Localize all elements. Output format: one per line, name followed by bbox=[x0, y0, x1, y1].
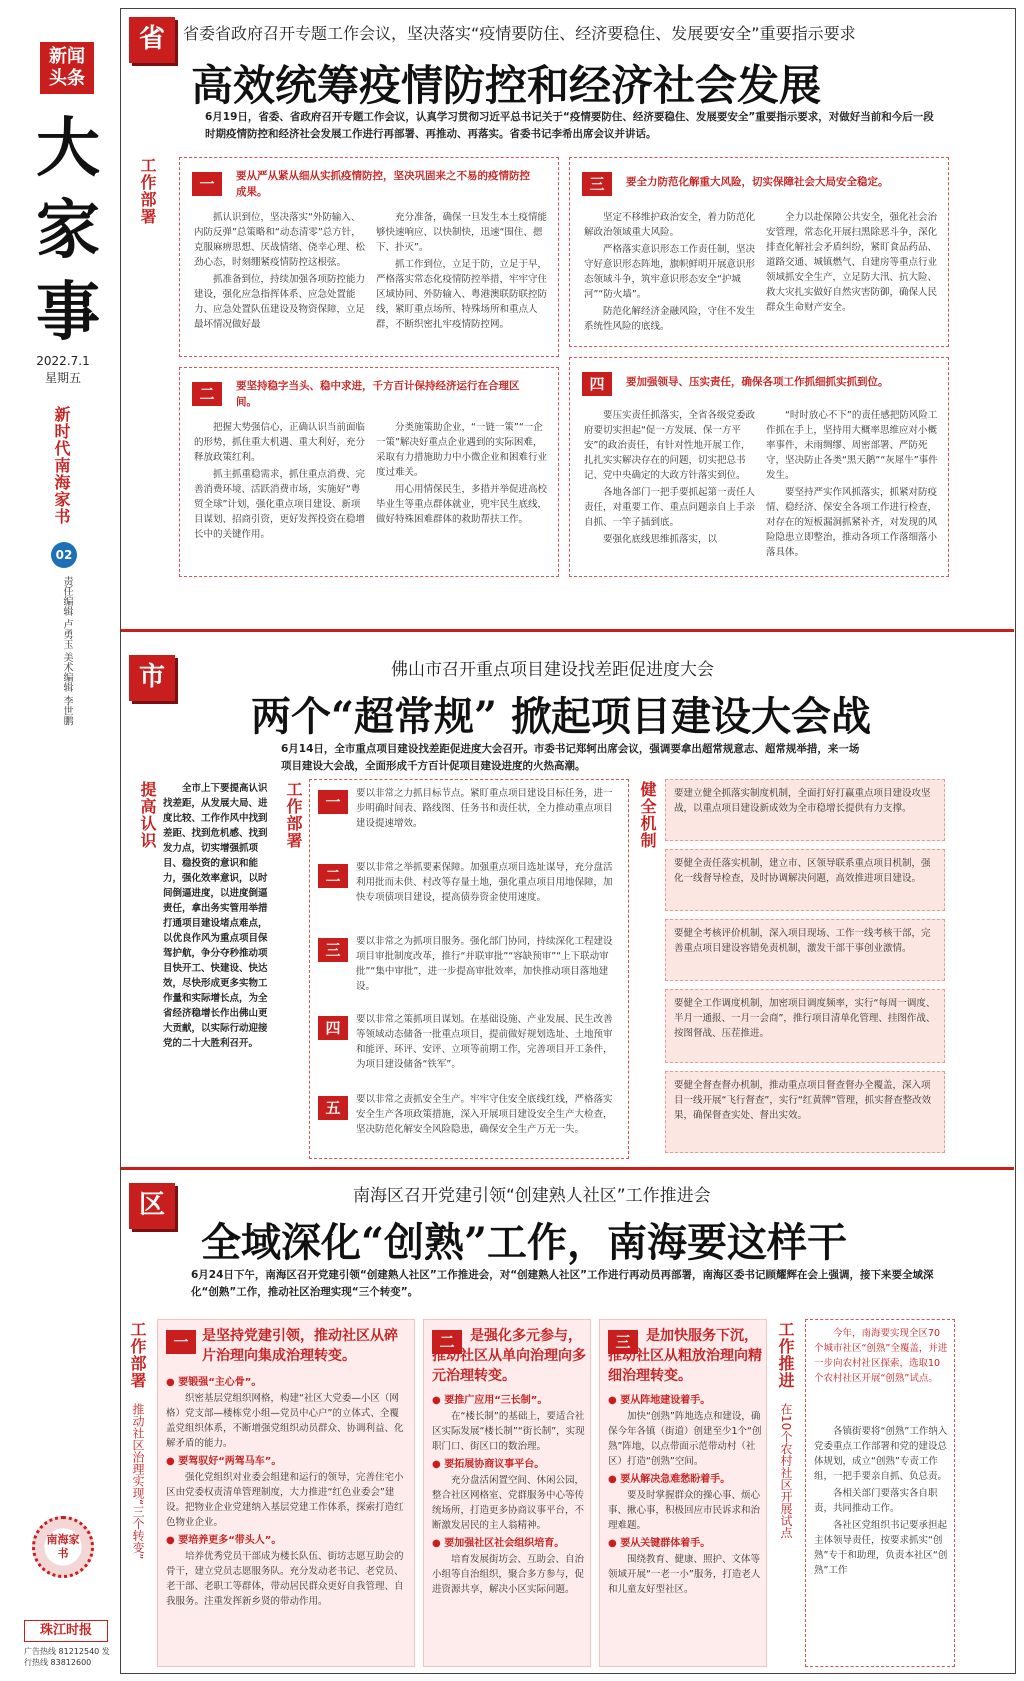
section-kicker: 南海区召开党建引领“创建熟人社区”工作推进会 bbox=[353, 1186, 711, 1206]
side-label: 工作部署 bbox=[138, 157, 157, 225]
newspaper-logo: 珠江时报 bbox=[24, 1620, 108, 1642]
box-col-left bbox=[584, 408, 756, 549]
paragraph: 抓工作到位，立足于防，立足于早，严格落实常态化疫情防控举措，牢牢守住区域协同、外防输入、粤港澳联防联控防线，紧盯重点场所、特殊场所和重点人群，不断织密扎牢疫情防控网。 bbox=[376, 259, 548, 330]
item-text: 要以非常之责抓安全生产。牢牢守住安全底线红线，严格落实安全生产各项政策措施，深入开展项目建设安全生产大检查，坚决防范化解安全风险隐患，确保安全生产万无一失。 bbox=[356, 1094, 613, 1135]
paragraph: 各地各部门一把手要抓起第一责任人责任，对重要工作、重点问题亲自上手亲自抓、一竿子插到底。 bbox=[584, 487, 756, 528]
reform-column-2 bbox=[423, 1319, 591, 1667]
section-headline: 两个“超常规” 掀起项目建设大会战 bbox=[251, 693, 871, 740]
main-content bbox=[120, 8, 1016, 1674]
section-district bbox=[121, 1171, 1014, 1671]
pilot-intro: 今年，南海要实现全区70个城市社区“创熟”全覆盖，并进一步向农村社区探索，选取10个农村社区开展“创熟”试点。 bbox=[814, 1328, 948, 1384]
topic-box-1 bbox=[179, 157, 559, 357]
box-col-right bbox=[766, 210, 938, 317]
topic-box-4 bbox=[569, 357, 949, 577]
item-text: 要以非常之举抓要素保障。加强重点项目选址谋导，充分盘活利用批而未供、村改等存量土地，强化重点项目用地保障，加快专项债项目建设，提高债券资金使用速度。 bbox=[356, 862, 613, 903]
list-item: 各相关部门要落实各自职责，共同推动工作。 bbox=[814, 1488, 938, 1514]
news-flag: 新闻头条 bbox=[40, 42, 94, 94]
item-number: 五 bbox=[318, 1096, 348, 1120]
paragraph: 加快“创熟”阵地选点和建设，确保今年各镇（街道）创建至少1个“创熟”阵地，以点带面示范带动村（社区）打造“创熟”空间。 bbox=[608, 1411, 762, 1467]
box-col-left bbox=[194, 210, 366, 334]
pilot-list bbox=[814, 1424, 948, 1580]
column-body bbox=[432, 1390, 586, 1597]
mechanism-item: 要健全督查督办机制，推动重点项目督查督办全覆盖，深入项目一线开展“飞行督查”，实行“红黄牌”管理，抓实督查整改效果，确保督查实处、督出实效。 bbox=[665, 1071, 945, 1153]
box-heading: 要坚持稳字当头、稳中求进，千方百计保持经济运行在合理区间。 bbox=[236, 380, 520, 408]
box-col-right bbox=[766, 408, 938, 562]
mechanism-item: 要健全工作调度机制，加密项目调度频率，实行“每周一调度、半月一通报、一月一会商”，推行项目清单化管理、挂图作战、按图督战、压茬推进。 bbox=[665, 989, 945, 1063]
section-lead: 6月19日，省委、省政府召开专题工作会议，认真学习贯彻习近平总书记关于“疫情要防住、经济要稳住、发展要安全”重要指示要求，对做好当前和今后一段时期疫情防控和经济社会发展工作进行再部署、再推动、再落实。省委书记李希出席会议并讲话。 bbox=[205, 111, 934, 140]
paragraph: 要及时掌握群众的操心事、烦心事、揪心事，积极回应市民诉求和治理难题。 bbox=[608, 1490, 761, 1531]
sub-heading: ● 要加强社区社会组织培育。 bbox=[432, 1536, 586, 1552]
section-headline: 高效统筹疫情防控和经济社会发展 bbox=[191, 61, 822, 110]
mechanism-item: 要健全考核评价机制，深入项目现场、工作一线考核干部，完善重点项目建设容错免责机制，激发干部干事创业激情。 bbox=[665, 919, 945, 981]
right-sub-label: 在10个农村社区开展试点 bbox=[779, 1403, 793, 1539]
date-text: 2022.7.1 bbox=[36, 354, 90, 368]
paragraph: 围绕教育、健康、照护、文体等领域开展“一老一小”服务，打造老人和儿童友好型社区。 bbox=[608, 1554, 761, 1595]
paragraph: 织密基层党组织网格，构建“社区大党委—小区（网格）党支部—楼栋党小组—党员中心户”的立体式、全覆盖党组织体系，不断增强党组织动员群众、协调利益、化解矛盾的能力。 bbox=[166, 1393, 404, 1449]
column-number: 一 bbox=[166, 1330, 196, 1354]
box-col-right bbox=[376, 210, 548, 334]
left-text: 全市上下要提高认识找差距，从发展大局、进度比较、工作作风中找到差距、找到危机感、找到发力点，切实增强抓项目、稳投资的意识和能力，强化效率意识，以时间倒逼进度，以进度倒逼责任，拿出务实管用举措打通项目建设堵点难点，以优良作风为重点项目保驾护航，争分夺秒推动项目快开工、快建设、快达效，尽快形成更多实物工作量和实际增长点，为全省经济稳增长作出佛山更大贡献，以实际行动迎接党的二十大胜利召开。 bbox=[163, 783, 268, 1049]
paragraph: 抓认识到位，坚决落实“外防输入、内防反弹”总策略和“动态清零”总方针，克服麻痹思想、厌战情绪、侥幸心理、松劲心态，时刻绷紧疫情防控这根弦。 bbox=[194, 212, 366, 268]
list-item: 各镇街要将“创熟”工作纳入党委重点工作部署和党的建设总体规划，成立“创熟”专责工作组，一把手要亲自抓、负总责。 bbox=[814, 1426, 948, 1482]
left-label: 提高认识 bbox=[138, 781, 157, 849]
item-text: 要以非常之为抓项目服务。强化部门协同，持续深化工程建设项目审批制度改革，推行“并联审批”“容缺预审”“上下联动审批”“集中审批”，进一步提高审批效率，加快推动项目落地建设。 bbox=[356, 936, 613, 992]
item-number: 二 bbox=[318, 864, 348, 888]
paragraph: 要压实责任抓落实，全省各级党委政府要切实担起“促一方发展、保一方平安”的政治责任，有针对性地开展工作，扎扎实实解决存在的问题，切实把总书记、党中央确定的大政方针落实到位。 bbox=[584, 410, 756, 481]
topic-box-3 bbox=[569, 157, 949, 347]
item-number: 三 bbox=[318, 938, 348, 962]
qr-label: 南海家书 bbox=[46, 1533, 80, 1560]
paragraph: 要强化底线思维抓落实，以 bbox=[603, 534, 718, 545]
section-city bbox=[121, 635, 1014, 1165]
deployment-box bbox=[309, 779, 629, 1159]
paragraph: 在“楼长制”的基础上，要适合社区实际发展“楼长制”“街长制”，实现职门口、街区口的数治理。 bbox=[432, 1411, 585, 1452]
paragraph: 充分准备，确保一旦发生本土疫情能够快速响应、以快制快，迅速“围住、摁下、扑灭”。 bbox=[376, 212, 548, 253]
item-text: 要以非常之策抓项目谋划。在基础设施、产业发展、民生改善等领域动态储备一批重点项目，提前做好规划选址、土地预审和能评、环评、安评、立项等前期工作，完善项目开工条件，为项目建设储备“铁军”。 bbox=[356, 1014, 613, 1070]
paragraph: 抓主抓重稳需求，抓住重点消费、完善消费环境、活跃消费市场，实施好“粤贸全球”计划，强化重点项目建设、新项目谋划、招商引资，更好发挥投资在稳增长中的关键作用。 bbox=[194, 469, 366, 540]
paragraph: 全力以赴保障公共安全，强化社会治安管理，常态化开展扫黑除恶斗争，深化排查化解社会矛盾纠纷，紧盯食品药品、道路交通、城镇燃气、自建房等重点行业领域抓安全生产，立足防大汛、抗大险、救大灾扎实做好自然灾害防御，确保人民群众生命财产安全。 bbox=[766, 212, 938, 313]
paragraph: 培育发展街坊会、互助会、自治小组等自治组织，聚合多方参与，促进资源共享，解决小区实际问题。 bbox=[432, 1554, 585, 1595]
box-number: 三 bbox=[582, 172, 612, 196]
pilot-box bbox=[805, 1319, 955, 1667]
editors-credit: 责任编辑 卢勇玉 美术编辑 李世鹏 bbox=[61, 576, 72, 726]
left-sub-label: 推动社区治理实现“三个转变” bbox=[131, 1403, 145, 1560]
section-tag-province: 省 bbox=[129, 17, 175, 63]
section-divider bbox=[121, 1167, 1014, 1170]
sub-heading: ● 要培养更多“带头人”。 bbox=[166, 1533, 408, 1549]
paragraph: 把握大势强信心，正确认识当前面临的形势，抓住重大机遇、重大利好，充分释放政策红利。 bbox=[194, 422, 366, 463]
item-number: 四 bbox=[318, 1016, 348, 1040]
sub-heading: ● 要驾驭好“两驾马车”。 bbox=[166, 1454, 408, 1470]
box-col-left bbox=[584, 210, 756, 336]
paragraph: 要坚持严实作风抓落实，抓紧对防疫情、稳经济、保安全各项工作进行检查，对存在的短板漏洞抓紧补齐，对发现的风险隐患立即整治，推动各项工作落细落小落具体。 bbox=[766, 487, 938, 558]
list-item: 各社区党组织书记要承担起主体领导责任，按要求抓实“创熟”专干和助理，负责本社区“创熟”工作 bbox=[814, 1520, 948, 1576]
paragraph: 坚定不移维护政治安全，着力防范化解政治领域重大风险。 bbox=[584, 212, 756, 238]
sub-heading: ● 要锻强“主心骨”。 bbox=[166, 1375, 408, 1391]
section-lead: 6月24日下午，南海区召开党建引领“创建熟人社区”工作推进会，对“创建熟人社区”工作进行再动员再部署，南海区委书记顾耀辉在会上强调，接下来要全域深化“创熟”工作，推动社区治理实现“三个转变”。 bbox=[191, 1269, 934, 1298]
section-tag-city: 市 bbox=[129, 655, 175, 701]
section-headline: 全域深化“创熟”工作，南海要这样干 bbox=[201, 1219, 848, 1266]
column-heading: 是加快服务下沉，推动社区从粗放治理向精细治理转变。 bbox=[608, 1328, 762, 1384]
paragraph: 分类施策助企业，“一链一策”“一企一策”解决好重点企业遇到的实际困难，采取有力措施助力中小微企业和困难行业度过难关。 bbox=[376, 422, 548, 478]
paragraph: 严格落实意识形态工作责任制，坚决守好意识形态阵地，旗帜鲜明开展意识形态领域斗争，筑牢意识形态安全“护城河”“防火墙”。 bbox=[584, 244, 756, 300]
masthead-title: 大家事 bbox=[36, 111, 100, 350]
topic-box-2 bbox=[179, 367, 559, 577]
mid-label: 工作部署 bbox=[284, 781, 303, 849]
column-number: 二 bbox=[432, 1330, 462, 1354]
masthead-column bbox=[10, 8, 116, 1674]
qr-code-icon[interactable] bbox=[32, 1516, 94, 1578]
section-province bbox=[121, 9, 1014, 589]
paragraph: 强化党组织对业委会组建和运行的领导，完善住宅小区由党委权责清单管理制度，大力推进“红色业委会”建设。把物业企业党建纳入基层党建工作体系，探索打造红色物业企业。 bbox=[166, 1472, 404, 1528]
sub-heading: ● 要从关键群体着手。 bbox=[608, 1536, 762, 1552]
paragraph: 用心用情保民生，多措并举促进高校毕业生等重点群体就业，兜牢民生底线，做好特殊困难群体的救助帮扶工作。 bbox=[376, 484, 548, 525]
box-number: 四 bbox=[582, 372, 612, 396]
item-number: 一 bbox=[318, 790, 348, 814]
mechanism-item: 要建立健全抓落实制度机制，全面打好打赢重点项目建设攻坚战，以重点项目建设新成效为全市稳增长提供有力支撑。 bbox=[665, 779, 945, 841]
paragraph: 培养优秀党员干部成为楼长队伍、街坊志愿互助会的骨干，建立党员志愿服务队。充分发动老书记、老党员、老干部、老职工等群体，带动居民群众更好自我管理、自我服务。注重发挥新乡贤的带动作用。 bbox=[166, 1551, 404, 1607]
item-text: 要以非常之力抓目标节点。紧盯重点项目建设目标任务，进一步明确时间表、路线图、任务书和责任状，全力推动重点项目建设提速增效。 bbox=[356, 788, 613, 829]
column-slogan: 新时代南海家书 bbox=[52, 406, 71, 525]
box-heading: 要全力防范化解重大风险，切实保障社会大局安全稳定。 bbox=[626, 176, 889, 188]
right-label: 健全机制 bbox=[638, 781, 657, 849]
column-body bbox=[166, 1372, 408, 1609]
section-divider bbox=[121, 629, 1014, 632]
box-col-left bbox=[194, 420, 366, 544]
box-number: 二 bbox=[192, 382, 222, 406]
box-heading: 要加强领导、压实责任，确保各项工作抓细抓实抓到位。 bbox=[626, 376, 889, 388]
left-label: 工作部署 bbox=[128, 1321, 147, 1389]
mechanism-item: 要健全责任落实机制，建立市、区领导联系重点项目机制，强化一线督导检查，及时协调解决问题，高效推进项目建设。 bbox=[665, 849, 945, 911]
sub-heading: ● 要从阵地建设着手。 bbox=[608, 1393, 762, 1409]
column-number: 三 bbox=[608, 1330, 638, 1354]
reform-column-1 bbox=[157, 1319, 415, 1667]
sub-heading: ● 要推广应用“三长制”。 bbox=[432, 1393, 586, 1409]
paragraph: “时时放心不下”的责任感把防风险工作抓在手上，坚持用大概率思维应对小概率事件，未雨绸缪、周密部署、严防死守，坚决防止各类“黑天鹅”“灰犀牛”事件发生。 bbox=[766, 410, 938, 481]
section-kicker: 佛山市召开重点项目建设找差距促进度大会 bbox=[391, 660, 714, 680]
column-heading: 是坚持党建引领，推动社区从碎片治理向集成治理转变。 bbox=[202, 1328, 398, 1364]
section-kicker: 省委省政府召开专题工作会议，坚决落实“疫情要防住、经济要稳住、发展要安全”重要指示要求 bbox=[183, 24, 856, 43]
weekday-text: 星期五 bbox=[44, 371, 81, 385]
column-heading: 是强化多元参与，推动社区从单向治理向多元治理转变。 bbox=[432, 1328, 586, 1384]
sub-heading: ● 要拓展协商议事平台。 bbox=[432, 1457, 586, 1473]
section-lead: 6月14日，全市重点项目建设找差距促进度大会召开。市委书记郑轲出席会议，强调要拿出超常规意志、超常规举措，来一场项目建设大会战，全面形成千方百计促项目建设进度的火热高潮。 bbox=[281, 743, 860, 772]
paragraph: 充分盘活闲置空间、休闲公园，整合社区网格室、党群服务中心等传统场所，打造更多协商议事平台，不断激发居民的主人翁精神。 bbox=[432, 1475, 585, 1531]
paragraph: 防范化解经济金融风险，守住不发生系统性风险的底线。 bbox=[584, 306, 756, 332]
column-body bbox=[608, 1390, 762, 1597]
section-tag-district: 区 bbox=[129, 1183, 175, 1229]
paragraph: 抓准备到位，持续加强各项防控能力建设，强化应急指挥体系、应急处置能力、应急处置队伍建设及物资保障，立足最坏情况做好最 bbox=[194, 274, 366, 330]
page-number: 02 bbox=[51, 542, 77, 568]
right-label: 工作推进 bbox=[776, 1321, 795, 1389]
sub-heading: ● 要从解决急难愁盼着手。 bbox=[608, 1472, 762, 1488]
reform-column-3 bbox=[599, 1319, 767, 1667]
ad-hotline: 广告热线 81212540 发行热线 83812600 bbox=[24, 1647, 110, 1667]
box-col-right bbox=[376, 420, 548, 529]
box-number: 一 bbox=[192, 172, 222, 196]
issue-date bbox=[10, 353, 116, 387]
box-heading: 要从严从紧从细从实抓疫情防控，坚决巩固来之不易的疫情防控成果。 bbox=[236, 170, 530, 198]
